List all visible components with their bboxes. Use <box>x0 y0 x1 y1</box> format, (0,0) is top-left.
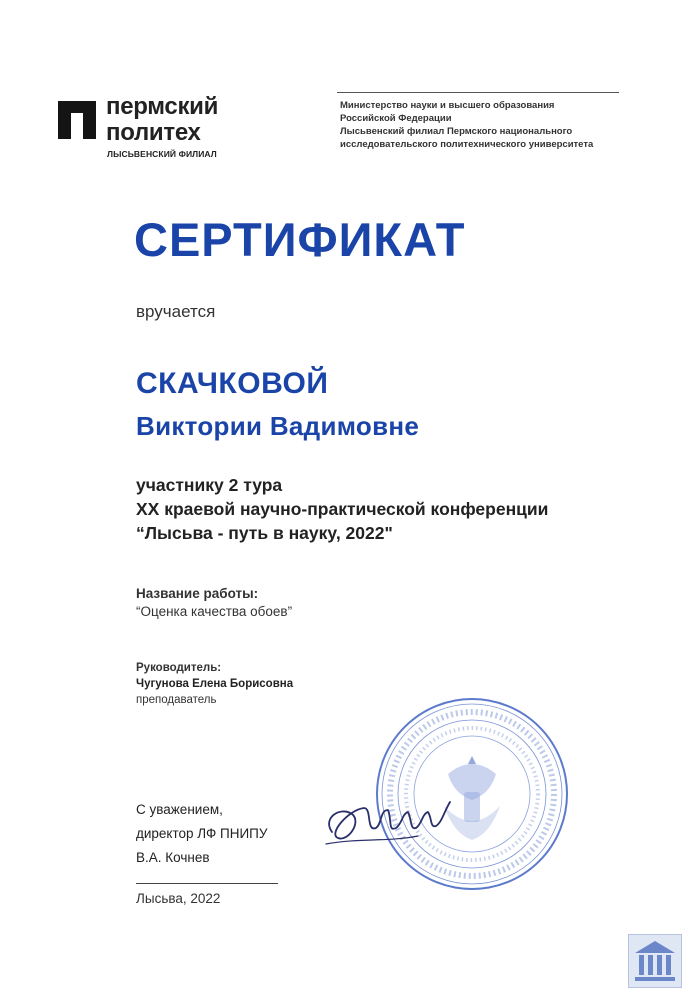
signature-line: С уважением, <box>136 802 223 817</box>
city-year: Лысьва, 2022 <box>136 891 221 906</box>
supervisor-name: Чугунова Елена Борисовна <box>136 678 294 690</box>
participant-line: XX краевой научно-практической конференции <box>136 499 549 519</box>
supervisor-label: Руководитель: <box>136 662 222 674</box>
footer-divider <box>136 883 278 884</box>
signature-block <box>136 798 267 870</box>
ministry-line: Лысьвенский филиал Пермского национального <box>340 126 573 137</box>
ministry-line: исследовательского политехнического университета <box>340 139 594 150</box>
certificate-title: СЕРТИФИКАТ <box>134 213 466 266</box>
logo-mark <box>58 101 96 139</box>
institution-watermark-icon <box>628 934 682 988</box>
recipient-given-names: Виктории Вадимовне <box>136 411 420 441</box>
ministry-line: Российской Федерации <box>340 113 452 124</box>
logo-subtitle: ЛЫСЬВЕНСКИЙ ФИЛИАЛ <box>107 149 217 159</box>
director-signature <box>318 788 458 858</box>
participant-description <box>136 473 548 545</box>
awarded-text: вручается <box>136 302 216 321</box>
supervisor-role: преподаватель <box>136 694 217 706</box>
logo-text-line1: пермский <box>106 93 219 120</box>
work-label: Название работы: <box>136 586 259 601</box>
signature-line: В.А. Кочнев <box>136 850 210 865</box>
recipient-surname: СКАЧКОВОЙ <box>136 367 329 400</box>
ministry-block <box>340 99 593 151</box>
participant-line: участнику 2 тура <box>136 475 283 495</box>
work-title: “Оценка качества обоев” <box>136 604 293 619</box>
ministry-line: Министерство науки и высшего образования <box>340 100 555 111</box>
participant-line: “Лысьва - путь в науку, 2022" <box>136 523 393 543</box>
logo-text-line2: политех <box>106 119 201 146</box>
header-divider <box>337 92 619 93</box>
signature-line: директор ЛФ ПНИПУ <box>136 826 268 841</box>
